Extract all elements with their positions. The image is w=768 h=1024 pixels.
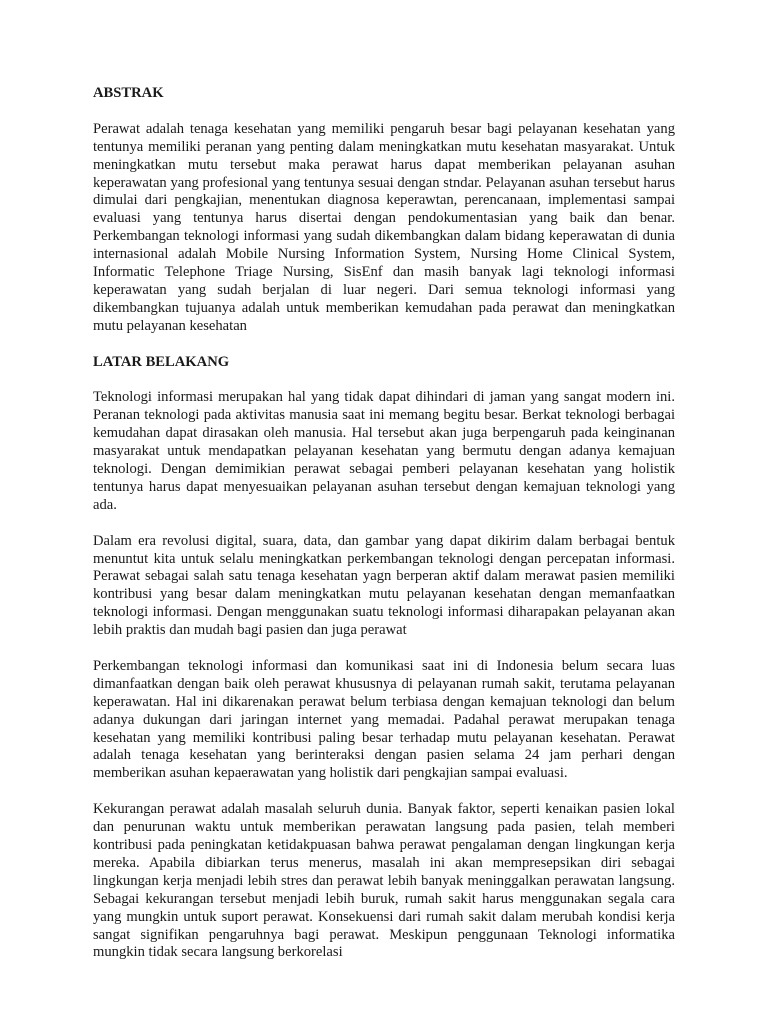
background-paragraph-2: Dalam era revolusi digital, suara, data, dan gambar yang dapat dikirim dalam berbagai bentuk menuntut kita untuk selalu meningkatkan perkembangan teknologi dengan percepatan informasi. Perawat sebagai salah satu tenaga kesehatan yagn berperan aktif dalam merawat pasien memiliki kontribusi yang besar dalam meningkatkan mutu pelayanan kesehatan dengan memanfaatkan teknologi informasi. Dengan menggunakan suatu teknologi informasi diharapakan pelayanan akan lebih praktis dan mudah bagi pasien dan juga perawat: [93, 532, 675, 639]
abstract-heading: ABSTRAK: [93, 85, 164, 101]
background-paragraph-4: Kekurangan perawat adalah masalah seluruh dunia. Banyak faktor, seperti kenaikan pasien lokal dan penurunan waktu untuk memberikan perawatan langsung pada pasien, telah memberi kontribusi pada peningkatan ketidakpuasan bahwa perawat pengalaman dengan lingkungan kerja mereka. Apabila dibiarkan terus menerus, masalah ini akan mempresepsikan diri sebagai lingkungan kerja menjadi lebih stres dan perawat lebih banyak meninggalkan perawatan langsung. Sebagai kekurangan tersebut menjadi lebih buruk, rumah sakit harus menggunakan segala cara yang mungkin untuk suport perawat. Konsekuensi dari rumah sakit dalam merubah kondisi kerja sangat signifikan pengaruhnya bagi perawat. Meskipun penggunaan Teknologi informatika mungkin tidak secara langsung berkorelasi: [93, 801, 675, 961]
document-page: [93, 85, 675, 962]
background-paragraph-1: Teknologi informasi merupakan hal yang tidak dapat dihindari di jaman yang sangat modern ini. Peranan teknologi pada aktivitas manusia saat ini memang begitu besar. Berkat teknologi berbagai kemudahan dapat dirasakan oleh manusia. Hal tersebut akan juga berpengaruh pada keinginanan masyarakat untuk mendapatkan pelayanan kesehatan yang bermutu dengan adanya kemajuan teknologi. Dengan demimikian perawat sebagai pemberi pelayanan kesehatan yang holistik tentunya harus dapat menyesuaikan pelayanan asuhan tersebut dengan kemajuan teknologi yang ada.: [93, 389, 675, 513]
abstract-paragraph: Perawat adalah tenaga kesehatan yang memiliki pengaruh besar bagi pelayanan kesehatan yang tentunya memiliki peranan yang penting dalam meningkatkan mutu kesehatan masyarakat. Untuk meningkatkan mutu tersebut maka perawat harus dapat memberikan pelayanan asuhan keperawatan yang profesional yang tentunya sesuai dengan stndar. Pelayanan asuhan tersebut harus dimulai dari pengkajian, menentukan diagnosa keperawtan, perencanaan, implementasi sampai evaluasi yang tentunya harus disertai dengan pendokumentasian yang baik dan benar. Perkembangan teknologi informasi yang sudah dikembangkan dalam bidang keperawatan di dunia internasional adalah Mobile Nursing Information System, Nursing Home Clinical System, Informatic Telephone Triage Nursing, SisEnf dan masih banyak lagi teknologi informasi keperawatan yang sudah berjalan di luar negeri. Dari semua teknologi informasi yang dikembangkan tujuanya adalah untuk memberikan kemudahan pada perawat dan meningkatkan mutu pelayanan kesehatan: [93, 120, 675, 334]
background-heading: LATAR BELAKANG: [93, 353, 230, 370]
background-paragraph-3: Perkembangan teknologi informasi dan komunikasi saat ini di Indonesia belum secara luas dimanfaatkan dengan baik oleh perawat khususnya di pelayanan rumah sakit, terutama pelayanan keperawatan. Hal ini dikarenakan perawat belum terbiasa dengan kemajuan teknologi dan belum adanya dukungan dari jaringan internet yang memadai. Padahal perawat merupakan tenaga kesehatan yang memiliki kontribusi paling besar terhadap mutu pelayanan kesehatan. Perawat adalah tenaga kesehatan yang berinteraksi dengan pasien selama 24 jam perhari dengan memberikan asuhan kepaerawatan yang holistik dari pengkajian sampai evaluasi.: [93, 657, 675, 782]
